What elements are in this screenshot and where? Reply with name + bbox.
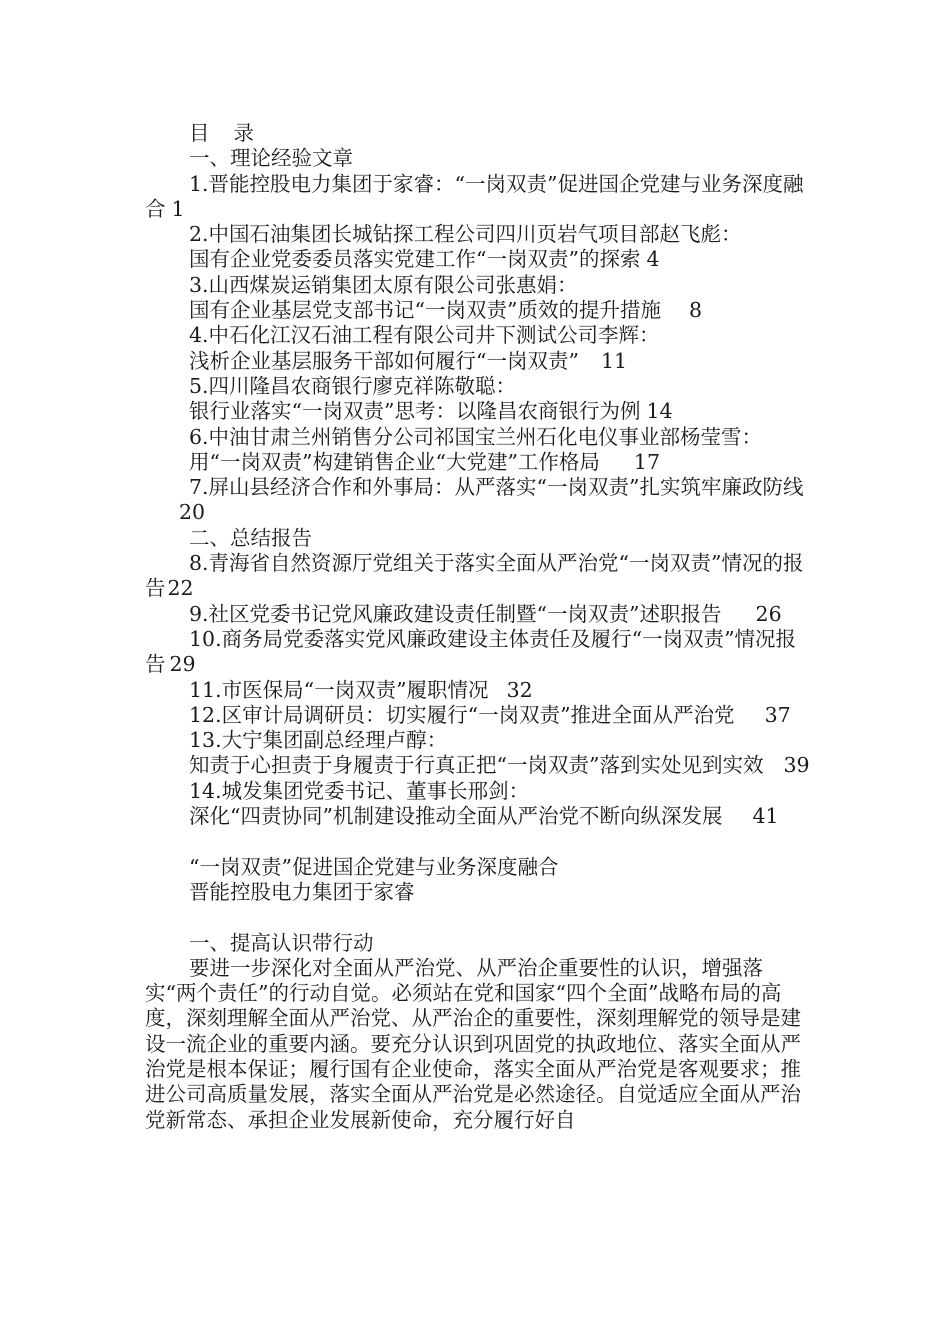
toc-entry-text: 8.青海省自然资源厅党组关于落实全面从严治党“一岗双责”情况的报告 xyxy=(145,551,804,601)
toc-entry-text: 国有企业基层党支部书记“一岗双责”质效的提升措施 xyxy=(189,298,661,323)
article-title: “一岗双责”促进国企党建与业务深度融合 xyxy=(189,854,559,879)
toc-entry-5-author: 5.四川隆昌农商银行廖克祥陈敬聪： xyxy=(189,373,517,398)
toc-entry-6-title xyxy=(145,450,810,475)
toc-entry-text: 用“一岗双责”构建销售企业“大党建”工作格局 xyxy=(189,449,600,474)
toc-entry-14-author: 14.城发集团党委书记、董事长邢剑： xyxy=(189,778,530,803)
toc-entry-5-title xyxy=(145,399,810,424)
toc-entry-page: 22 xyxy=(167,576,194,601)
toc-entry-7 xyxy=(145,475,810,526)
toc-entry-page: 26 xyxy=(755,601,782,626)
toc-entry-text: 7.屏山县经济合作和外事局：从严落实“一岗双责”扎实筑牢廉政防线 xyxy=(189,475,804,500)
toc-entry-page: 14 xyxy=(646,399,673,424)
toc-entry-2-title xyxy=(145,247,810,272)
toc-entry-4-author: 4.中石化江汉石油工程有限公司井下测试公司李辉： xyxy=(189,323,660,348)
toc-entry-9 xyxy=(145,602,810,627)
toc-entry-4-title xyxy=(145,349,810,374)
toc-entry-text: 银行业落实“一岗双责”思考：以隆昌农商银行为例 xyxy=(189,399,641,424)
toc-entry-text: 9.社区党委书记党风廉政建设责任制暨“一岗双责”述职报告 xyxy=(189,601,722,626)
toc-entry-12 xyxy=(145,703,810,728)
toc-entry-page: 1 xyxy=(171,196,185,221)
toc-entry-2-author: 2.中国石油集团长城钻探工程公司四川页岩气项目部赵飞彪： xyxy=(189,222,742,247)
toc-entry-page: 20 xyxy=(179,500,206,525)
document-body xyxy=(145,121,810,1133)
toc-entry-1 xyxy=(145,172,810,223)
toc-entry-page: 8 xyxy=(688,298,703,323)
article-author: 晋能控股电力集团于家睿 xyxy=(189,879,415,904)
toc-entry-text: 1.晋能控股电力集团于家睿：“一岗双责”促进国企党建与业务深度融合 xyxy=(145,171,804,221)
toc-entry-page: 32 xyxy=(506,677,533,702)
toc-entry-3-title xyxy=(145,298,810,323)
toc-entry-6-author: 6.中油甘肃兰州销售分公司祁国宝兰州石化电仪事业部杨莹雪： xyxy=(189,424,763,449)
toc-entry-text: 11.市医保局“一岗双责”履职情况 xyxy=(189,677,489,702)
toc-entry-text: 知责于心担责于身履责于行真正把“一岗双责”落到实处见到实效 xyxy=(189,753,764,778)
toc-entry-13-author: 13.大宁集团副总经理卢醇： xyxy=(189,728,448,753)
toc-heading-char1: 目 xyxy=(189,121,210,145)
article-paragraph: 要进一步深化对全面从严治党、从严治企重要性的认识，增强落实“两个责任”的行动自觉。必须站在党和国家“四个全面”战略布局的高度，深刻理解全面从严治党、从严治企的重要性，深刻理解党的领导是建设一流企业的重要内涵。要充分认识到巩固党的执政地位、落实全面从严治党是根本保证；履行国有企业使命，落实全面从严治党是客观要求；推进公司高质量发展，落实全面从严治党是必然途径。自觉适应全面从严治党新常态、承担企业发展新使命，充分履行好自 xyxy=(145,955,801,1132)
toc-entry-page: 11 xyxy=(600,348,628,373)
toc-entry-text: 12.区审计局调研员：切实履行“一岗双责”推进全面从严治党 xyxy=(189,702,735,727)
toc-entry-page: 39 xyxy=(783,753,810,778)
toc-entry-8 xyxy=(145,551,810,602)
toc-entry-13-title xyxy=(145,753,810,778)
toc-entry-page: 37 xyxy=(764,702,791,727)
toc-entry-text: 浅析企业基层服务干部如何履行“一岗双责” xyxy=(189,348,579,373)
toc-section-heading-1: 一、理论经验文章 xyxy=(189,146,353,171)
toc-entry-text: 深化“四责协同”机制建设推动全面从严治党不断向纵深发展 xyxy=(189,804,723,829)
toc-entry-page: 41 xyxy=(752,804,779,829)
toc-entry-14-title xyxy=(145,804,810,829)
toc-entry-page: 29 xyxy=(169,652,196,677)
toc-entry-11 xyxy=(145,678,810,703)
toc-entry-text: 10.商务局党委落实党风廉政建设主体责任及履行“一岗双责”情况报告 xyxy=(145,626,797,677)
toc-entry-3-author: 3.山西煤炭运销集团太原有限公司张惠娟： xyxy=(189,272,578,297)
toc-entry-page: 17 xyxy=(633,449,661,474)
toc-entry-10 xyxy=(145,627,810,678)
article-section-heading: 一、提高认识带行动 xyxy=(189,930,374,955)
toc-section-heading-2: 二、总结报告 xyxy=(189,525,312,550)
toc-heading-char2: 录 xyxy=(233,121,254,145)
toc-entry-text: 国有企业党委委员落实党建工作“一岗双责”的探索 xyxy=(189,247,641,272)
blank-line xyxy=(145,905,810,930)
blank-line xyxy=(145,829,810,854)
toc-entry-page: 4 xyxy=(646,247,660,272)
toc-heading xyxy=(145,121,810,146)
